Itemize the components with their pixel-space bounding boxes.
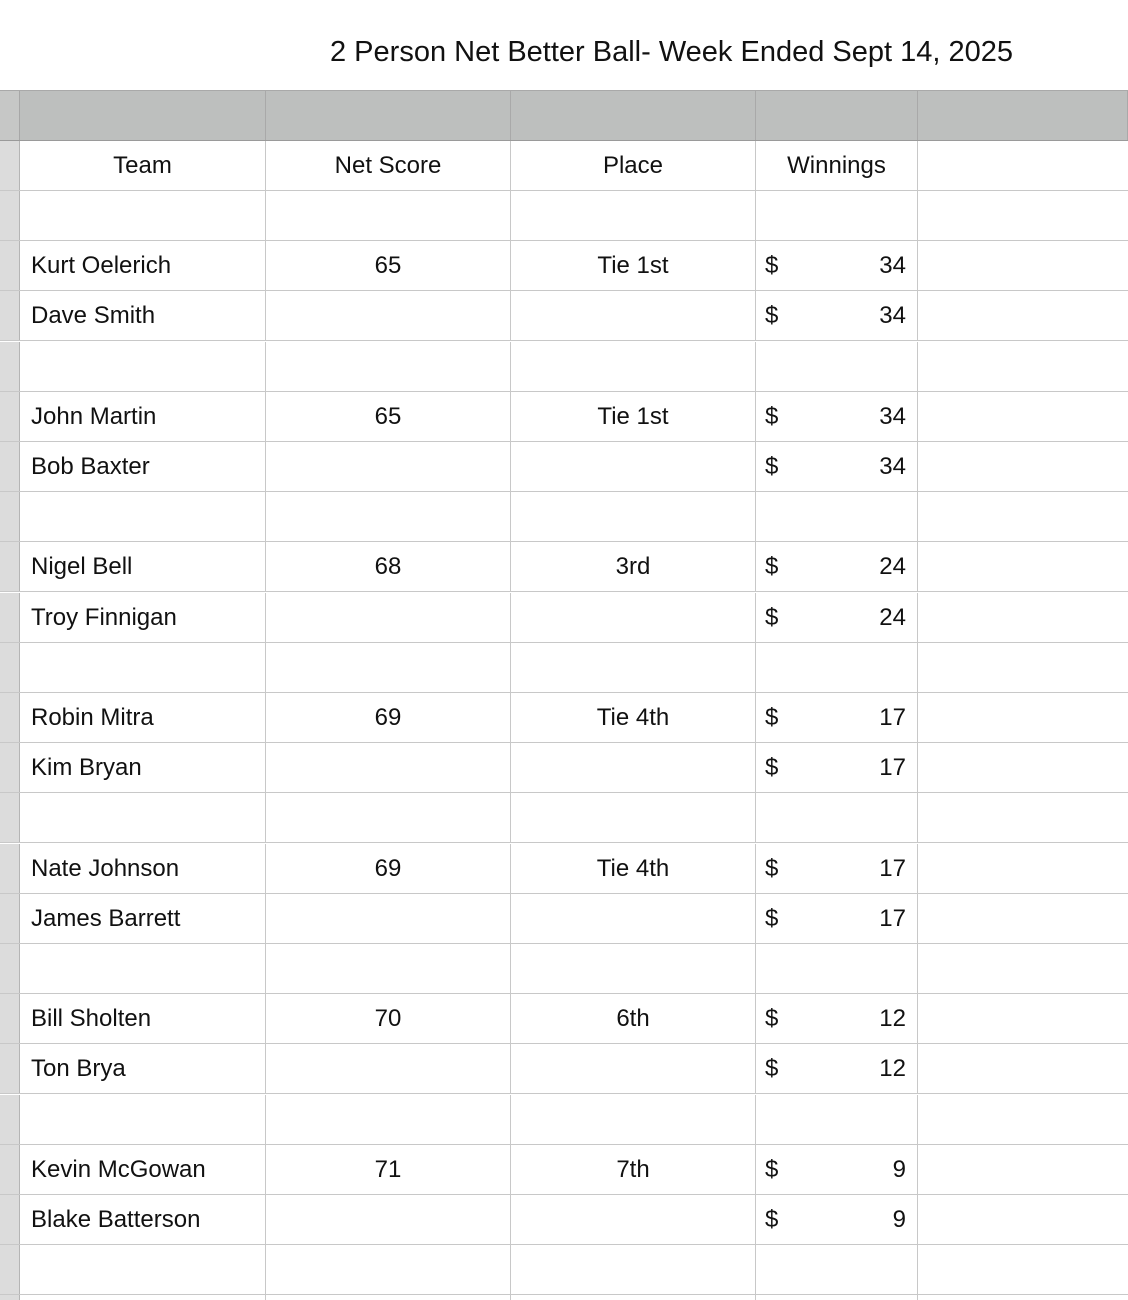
- place-cell[interactable]: [511, 593, 756, 642]
- empty-cell[interactable]: [266, 492, 511, 541]
- row-header[interactable]: [0, 1195, 20, 1244]
- table-row: [0, 542, 1128, 592]
- net-score-cell[interactable]: 68: [266, 542, 511, 591]
- empty-cell[interactable]: [20, 492, 266, 541]
- place-cell[interactable]: [511, 442, 756, 491]
- table-row: [0, 693, 1128, 743]
- winnings-cell[interactable]: [756, 743, 918, 792]
- empty-cell[interactable]: [511, 793, 756, 842]
- empty-cell[interactable]: [756, 643, 918, 692]
- empty-cell[interactable]: [511, 944, 756, 993]
- row-header[interactable]: [0, 643, 20, 692]
- place-cell[interactable]: [511, 291, 756, 340]
- winnings-amount: 34: [879, 252, 906, 280]
- table-row: [0, 593, 1128, 643]
- empty-cell[interactable]: [20, 342, 266, 391]
- empty-cell[interactable]: [511, 342, 756, 391]
- table-row: [0, 1145, 1128, 1195]
- currency-symbol: $: [765, 603, 779, 631]
- winnings-cell[interactable]: [756, 994, 918, 1043]
- winnings-amount: 17: [879, 704, 906, 731]
- table-row: [0, 1195, 1128, 1245]
- currency-symbol: $: [765, 704, 779, 731]
- empty-cell[interactable]: [918, 1095, 1128, 1144]
- winnings-cell[interactable]: [756, 1195, 918, 1244]
- net-score-cell[interactable]: [266, 593, 511, 642]
- net-score-cell[interactable]: 65: [266, 392, 511, 441]
- winnings-cell[interactable]: [756, 844, 918, 893]
- net-score-column-label[interactable]: Net Score: [266, 141, 511, 190]
- row-header[interactable]: [0, 894, 20, 943]
- row-header[interactable]: [0, 392, 20, 441]
- empty-cell[interactable]: [266, 793, 511, 842]
- empty-cell[interactable]: [918, 994, 1128, 1043]
- winnings-amount: 9: [892, 1155, 906, 1183]
- winnings-cell[interactable]: [756, 894, 918, 943]
- empty-cell[interactable]: [918, 492, 1128, 541]
- table-row: [0, 291, 1128, 341]
- row-header[interactable]: [0, 743, 20, 792]
- empty-cell[interactable]: [918, 241, 1128, 290]
- place-cell[interactable]: [511, 1195, 756, 1244]
- currency-symbol: $: [765, 402, 779, 430]
- net-score-cell[interactable]: 70: [266, 994, 511, 1043]
- empty-cell[interactable]: [918, 944, 1128, 993]
- place-cell[interactable]: [511, 894, 756, 943]
- table-row: [0, 743, 1128, 793]
- table-row: [0, 442, 1128, 492]
- player-name-cell[interactable]: Kurt Oelerich: [20, 241, 266, 290]
- winnings-amount: 17: [879, 754, 906, 782]
- table-row: [0, 844, 1128, 894]
- empty-cell[interactable]: [266, 944, 511, 993]
- row-header[interactable]: [0, 492, 20, 541]
- currency-symbol: $: [765, 553, 779, 581]
- column-header-band: [0, 90, 1128, 141]
- winnings-amount: 12: [879, 1055, 906, 1083]
- spacer-row: [0, 342, 1128, 392]
- empty-cell[interactable]: [918, 141, 1128, 190]
- row-header[interactable]: [0, 1295, 20, 1300]
- row-header[interactable]: [0, 693, 20, 742]
- winnings-cell[interactable]: [756, 442, 918, 491]
- net-score-cell[interactable]: [266, 442, 511, 491]
- row-header[interactable]: [0, 1245, 20, 1294]
- table-row: [0, 994, 1128, 1044]
- winnings-cell[interactable]: [756, 542, 918, 591]
- winnings-column-label[interactable]: Winnings: [756, 141, 918, 190]
- currency-symbol: $: [765, 252, 779, 280]
- winnings-amount: 34: [879, 402, 906, 430]
- row-header[interactable]: [0, 944, 20, 993]
- player-name-cell[interactable]: Dave Smith: [20, 291, 266, 340]
- empty-cell[interactable]: [266, 1095, 511, 1144]
- winnings-amount: 17: [879, 854, 906, 882]
- net-score-cell[interactable]: [266, 291, 511, 340]
- row-header-corner[interactable]: [0, 91, 20, 140]
- currency-symbol: $: [765, 1155, 779, 1183]
- net-score-cell[interactable]: 65: [266, 241, 511, 290]
- empty-cell[interactable]: [918, 1044, 1128, 1093]
- currency-symbol: $: [765, 1005, 779, 1033]
- column-header-c[interactable]: [511, 91, 756, 140]
- net-score-cell[interactable]: [266, 894, 511, 943]
- empty-cell[interactable]: [20, 944, 266, 993]
- spacer-row: [0, 1245, 1128, 1295]
- spacer-row: [0, 793, 1128, 843]
- winnings-amount: 24: [879, 603, 906, 631]
- row-header[interactable]: [0, 593, 20, 642]
- empty-cell[interactable]: [20, 1295, 266, 1300]
- spacer-row: [0, 191, 1128, 241]
- table-row: [0, 1044, 1128, 1094]
- row-header[interactable]: [0, 342, 20, 391]
- empty-cell[interactable]: [511, 492, 756, 541]
- place-cell[interactable]: Tie 1st: [511, 241, 756, 290]
- table-row: [0, 894, 1128, 944]
- empty-cell[interactable]: [918, 291, 1128, 340]
- empty-cell[interactable]: [511, 1245, 756, 1294]
- empty-cell[interactable]: [756, 191, 918, 240]
- currency-symbol: $: [765, 1055, 779, 1083]
- empty-cell[interactable]: [756, 342, 918, 391]
- empty-cell[interactable]: [756, 1245, 918, 1294]
- row-header[interactable]: [0, 994, 20, 1043]
- empty-cell[interactable]: [918, 693, 1128, 742]
- row-header[interactable]: [0, 241, 20, 290]
- currency-symbol: $: [765, 302, 779, 330]
- player-name-cell[interactable]: Bill Sholten: [20, 994, 266, 1043]
- player-name-cell[interactable]: Nate Johnson: [20, 844, 266, 893]
- place-cell[interactable]: 6th: [511, 994, 756, 1043]
- empty-cell[interactable]: [20, 1095, 266, 1144]
- team-column-label[interactable]: Team: [20, 141, 266, 190]
- empty-cell[interactable]: [266, 191, 511, 240]
- player-name-cell[interactable]: Bob Baxter: [20, 442, 266, 491]
- winnings-cell[interactable]: [756, 392, 918, 441]
- winnings-amount: 12: [879, 1005, 906, 1033]
- place-cell[interactable]: 7th: [511, 1145, 756, 1194]
- empty-cell[interactable]: [918, 1295, 1128, 1300]
- place-cell[interactable]: Tie 1st: [511, 392, 756, 441]
- currency-symbol: $: [765, 754, 779, 782]
- winnings-cell[interactable]: [756, 693, 918, 742]
- player-name-cell[interactable]: James Barrett: [20, 894, 266, 943]
- row-header[interactable]: [0, 844, 20, 893]
- winnings-amount: 9: [892, 1206, 906, 1233]
- table-row: [0, 392, 1128, 442]
- spacer-row: [0, 944, 1128, 994]
- empty-cell[interactable]: [918, 793, 1128, 842]
- winnings-cell[interactable]: [756, 291, 918, 340]
- row-header[interactable]: [0, 141, 20, 190]
- spacer-row: [0, 1295, 1128, 1300]
- empty-cell[interactable]: [918, 743, 1128, 792]
- player-name-cell[interactable]: Troy Finnigan: [20, 593, 266, 642]
- player-name-cell[interactable]: Ton Brya: [20, 1044, 266, 1093]
- player-name-cell[interactable]: John Martin: [20, 392, 266, 441]
- player-name-cell[interactable]: Kim Bryan: [20, 743, 266, 792]
- currency-symbol: $: [765, 854, 779, 882]
- currency-symbol: $: [765, 904, 779, 932]
- net-score-cell[interactable]: 69: [266, 844, 511, 893]
- winnings-cell[interactable]: [756, 241, 918, 290]
- empty-cell[interactable]: [918, 593, 1128, 642]
- place-column-label[interactable]: Place: [511, 141, 756, 190]
- place-cell[interactable]: [511, 1044, 756, 1093]
- player-name-cell[interactable]: Nigel Bell: [20, 542, 266, 591]
- row-header[interactable]: [0, 1095, 20, 1144]
- column-header-a[interactable]: [20, 91, 266, 140]
- empty-cell[interactable]: [266, 1245, 511, 1294]
- empty-cell[interactable]: [266, 1295, 511, 1300]
- net-score-cell[interactable]: [266, 1044, 511, 1093]
- spacer-row: [0, 643, 1128, 693]
- empty-cell[interactable]: [511, 1295, 756, 1300]
- winnings-amount: 34: [879, 453, 906, 480]
- empty-cell[interactable]: [918, 1195, 1128, 1244]
- empty-cell[interactable]: [918, 643, 1128, 692]
- table-row: [0, 241, 1128, 291]
- player-name-cell[interactable]: Blake Batterson: [20, 1195, 266, 1244]
- empty-cell[interactable]: [20, 191, 266, 240]
- empty-cell[interactable]: [918, 1245, 1128, 1294]
- winnings-amount: 17: [879, 904, 906, 932]
- empty-cell[interactable]: [20, 643, 266, 692]
- empty-cell[interactable]: [918, 442, 1128, 491]
- currency-symbol: $: [765, 453, 779, 480]
- row-header[interactable]: [0, 793, 20, 842]
- row-header[interactable]: [0, 191, 20, 240]
- empty-cell[interactable]: [266, 342, 511, 391]
- empty-cell[interactable]: [756, 793, 918, 842]
- column-header-d[interactable]: [756, 91, 918, 140]
- net-score-cell[interactable]: 69: [266, 693, 511, 742]
- empty-cell[interactable]: [918, 542, 1128, 591]
- spacer-row: [0, 492, 1128, 542]
- empty-cell[interactable]: [918, 392, 1128, 441]
- empty-cell[interactable]: [511, 643, 756, 692]
- spreadsheet-grid: [0, 90, 1128, 1300]
- column-header-e[interactable]: [918, 91, 1128, 140]
- column-header-b[interactable]: [266, 91, 511, 140]
- table-header-row: [0, 141, 1128, 191]
- net-score-cell[interactable]: [266, 743, 511, 792]
- player-name-cell[interactable]: Kevin McGowan: [20, 1145, 266, 1194]
- net-score-cell[interactable]: 71: [266, 1145, 511, 1194]
- place-cell[interactable]: Tie 4th: [511, 844, 756, 893]
- row-header[interactable]: [0, 291, 20, 340]
- place-cell[interactable]: 3rd: [511, 542, 756, 591]
- place-cell[interactable]: [511, 743, 756, 792]
- currency-symbol: $: [765, 1206, 779, 1233]
- empty-cell[interactable]: [918, 1145, 1128, 1194]
- player-name-cell[interactable]: Robin Mitra: [20, 693, 266, 742]
- empty-cell[interactable]: [20, 1245, 266, 1294]
- spacer-row: [0, 1095, 1128, 1145]
- row-header[interactable]: [0, 542, 20, 591]
- empty-cell[interactable]: [266, 643, 511, 692]
- empty-cell[interactable]: [756, 492, 918, 541]
- empty-cell[interactable]: [918, 342, 1128, 391]
- winnings-amount: 24: [879, 553, 906, 581]
- empty-cell[interactable]: [918, 844, 1128, 893]
- net-score-cell[interactable]: [266, 1195, 511, 1244]
- sheet-title: 2 Person Net Better Ball- Week Ended Sept 14, 2025: [330, 36, 1013, 68]
- empty-cell[interactable]: [511, 1095, 756, 1144]
- empty-cell[interactable]: [918, 191, 1128, 240]
- row-header[interactable]: [0, 1145, 20, 1194]
- empty-cell[interactable]: [918, 894, 1128, 943]
- winnings-amount: 34: [879, 302, 906, 330]
- empty-cell[interactable]: [20, 793, 266, 842]
- place-cell[interactable]: Tie 4th: [511, 693, 756, 742]
- empty-cell[interactable]: [511, 191, 756, 240]
- winnings-cell[interactable]: [756, 593, 918, 642]
- empty-cell[interactable]: [756, 1095, 918, 1144]
- winnings-cell[interactable]: [756, 1044, 918, 1093]
- empty-cell[interactable]: [756, 1295, 918, 1300]
- row-header[interactable]: [0, 442, 20, 491]
- row-header[interactable]: [0, 1044, 20, 1093]
- empty-cell[interactable]: [756, 944, 918, 993]
- winnings-cell[interactable]: [756, 1145, 918, 1194]
